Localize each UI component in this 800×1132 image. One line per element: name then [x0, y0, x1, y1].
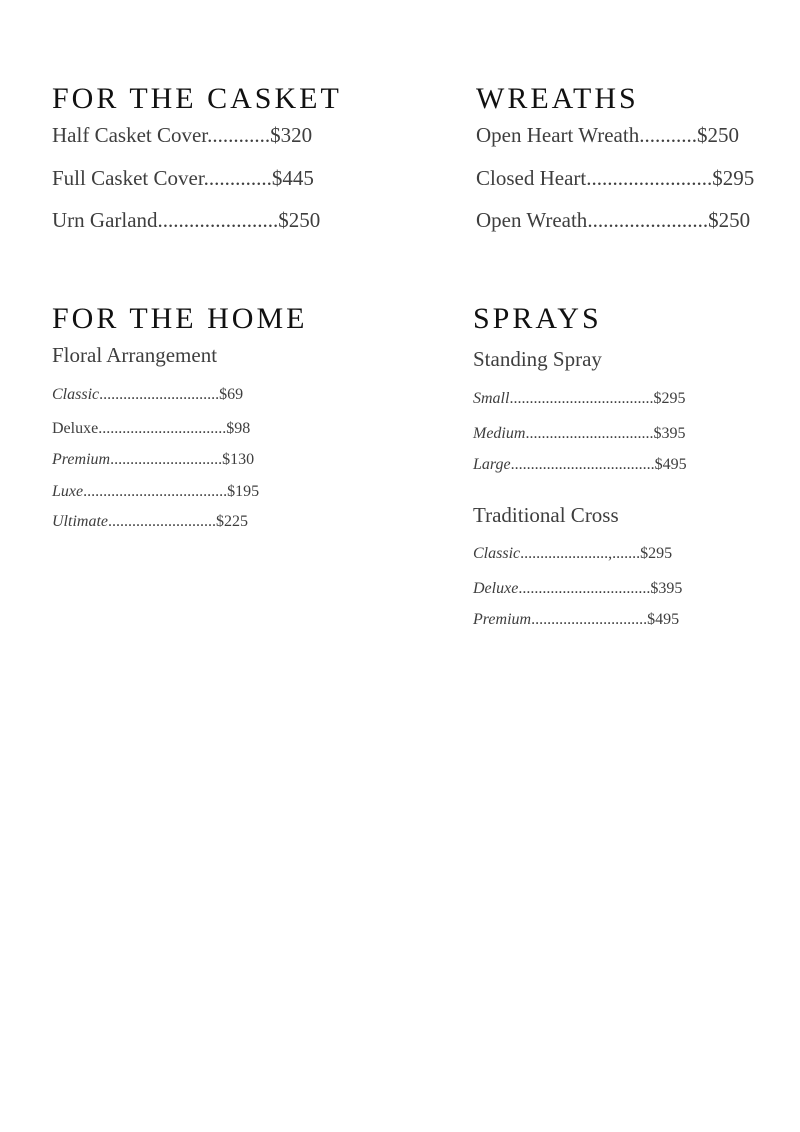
item-name: Large: [473, 456, 511, 473]
menu-item-premium: [52, 451, 254, 469]
section-title-sprays: SPRAYS: [473, 302, 602, 335]
menu-item-small: [473, 390, 685, 408]
item-dots: ....................................: [509, 390, 654, 407]
item-dots: .......................: [157, 208, 279, 232]
item-dots: ..............................: [99, 386, 220, 403]
menu-item-classic: [52, 386, 243, 404]
menu-item-classic: [473, 545, 672, 563]
item-name: Deluxe: [52, 420, 99, 437]
wreaths-section: [476, 84, 786, 244]
item-name: Classic: [52, 386, 100, 403]
subsection-title-traditional-cross: Traditional Cross: [473, 503, 619, 527]
item-name: Open Heart Wreath: [476, 123, 640, 147]
item-price: $250: [278, 208, 321, 232]
item-name: Open Wreath: [476, 208, 588, 232]
section-title-wreaths: WREATHS: [476, 82, 639, 115]
item-dots: .............................: [531, 611, 648, 628]
item-price: $225: [216, 513, 248, 530]
item-name: Urn Garland: [52, 208, 158, 232]
item-dots: .................................: [518, 580, 651, 597]
item-dots: ...........................: [108, 513, 216, 530]
item-price: $295: [640, 545, 673, 562]
menu-item-luxe: [52, 483, 259, 501]
item-price: $395: [653, 425, 686, 442]
item-price: $445: [271, 166, 314, 190]
item-name: Half Casket Cover: [52, 123, 208, 147]
item-dots: .............: [203, 166, 272, 190]
casket-section: [52, 84, 412, 244]
item-dots: ......................,.......: [520, 545, 641, 562]
item-dots: ................................: [525, 425, 654, 442]
item-price: $320: [270, 123, 313, 147]
item-price: $250: [708, 208, 751, 232]
sprays-section: [473, 304, 783, 644]
item-dots: ....................................: [510, 456, 655, 473]
menu-item-urn-garland: [52, 209, 320, 231]
item-price: $295: [653, 390, 686, 407]
item-price: $250: [696, 123, 739, 147]
menu-item-ultimate: [52, 513, 248, 531]
menu-item-open-wreath: [476, 209, 750, 231]
subsection-title-standing-spray: Standing Spray: [473, 347, 602, 371]
menu-item-deluxe: [473, 580, 682, 598]
item-price: $395: [650, 580, 683, 597]
menu-item-premium: [473, 611, 679, 629]
item-dots: ...........: [639, 123, 697, 147]
section-title-home: FOR THE HOME: [52, 302, 308, 335]
item-name: Full Casket Cover: [52, 166, 204, 190]
item-price: $130: [222, 451, 255, 468]
item-name: Premium: [52, 451, 111, 468]
menu-item-open-heart-wreath: [476, 124, 739, 146]
menu-item-half-casket-cover: [52, 124, 312, 146]
item-dots: ................................: [98, 420, 227, 437]
item-name: Small: [473, 390, 510, 407]
home-section: [52, 304, 412, 544]
item-name: Premium: [473, 611, 532, 628]
item-dots: ....................................: [83, 483, 228, 500]
menu-item-medium: [473, 425, 685, 443]
item-dots: .......................: [587, 208, 709, 232]
item-price: $295: [712, 166, 755, 190]
item-name: Deluxe: [473, 580, 519, 597]
item-price: $195: [227, 483, 260, 500]
item-price: $495: [654, 456, 687, 473]
item-dots: ........................: [586, 166, 713, 190]
item-dots: ............................: [110, 451, 223, 468]
menu-item-deluxe: [52, 420, 250, 438]
item-name: Luxe: [52, 483, 84, 500]
item-name: Classic: [473, 545, 521, 562]
item-name: Closed Heart: [476, 166, 587, 190]
item-price: $69: [219, 386, 244, 403]
item-price: $98: [226, 420, 251, 437]
menu-item-large: [473, 456, 687, 474]
item-dots: ............: [207, 123, 271, 147]
section-title-casket: FOR THE CASKET: [52, 82, 342, 115]
item-name: Medium: [473, 425, 526, 442]
menu-item-closed-heart: [476, 167, 754, 189]
item-name: Ultimate: [52, 513, 108, 530]
menu-item-full-casket-cover: [52, 167, 314, 189]
item-price: $495: [647, 611, 680, 628]
subsection-title-floral-arrangement: Floral Arrangement: [52, 343, 218, 367]
